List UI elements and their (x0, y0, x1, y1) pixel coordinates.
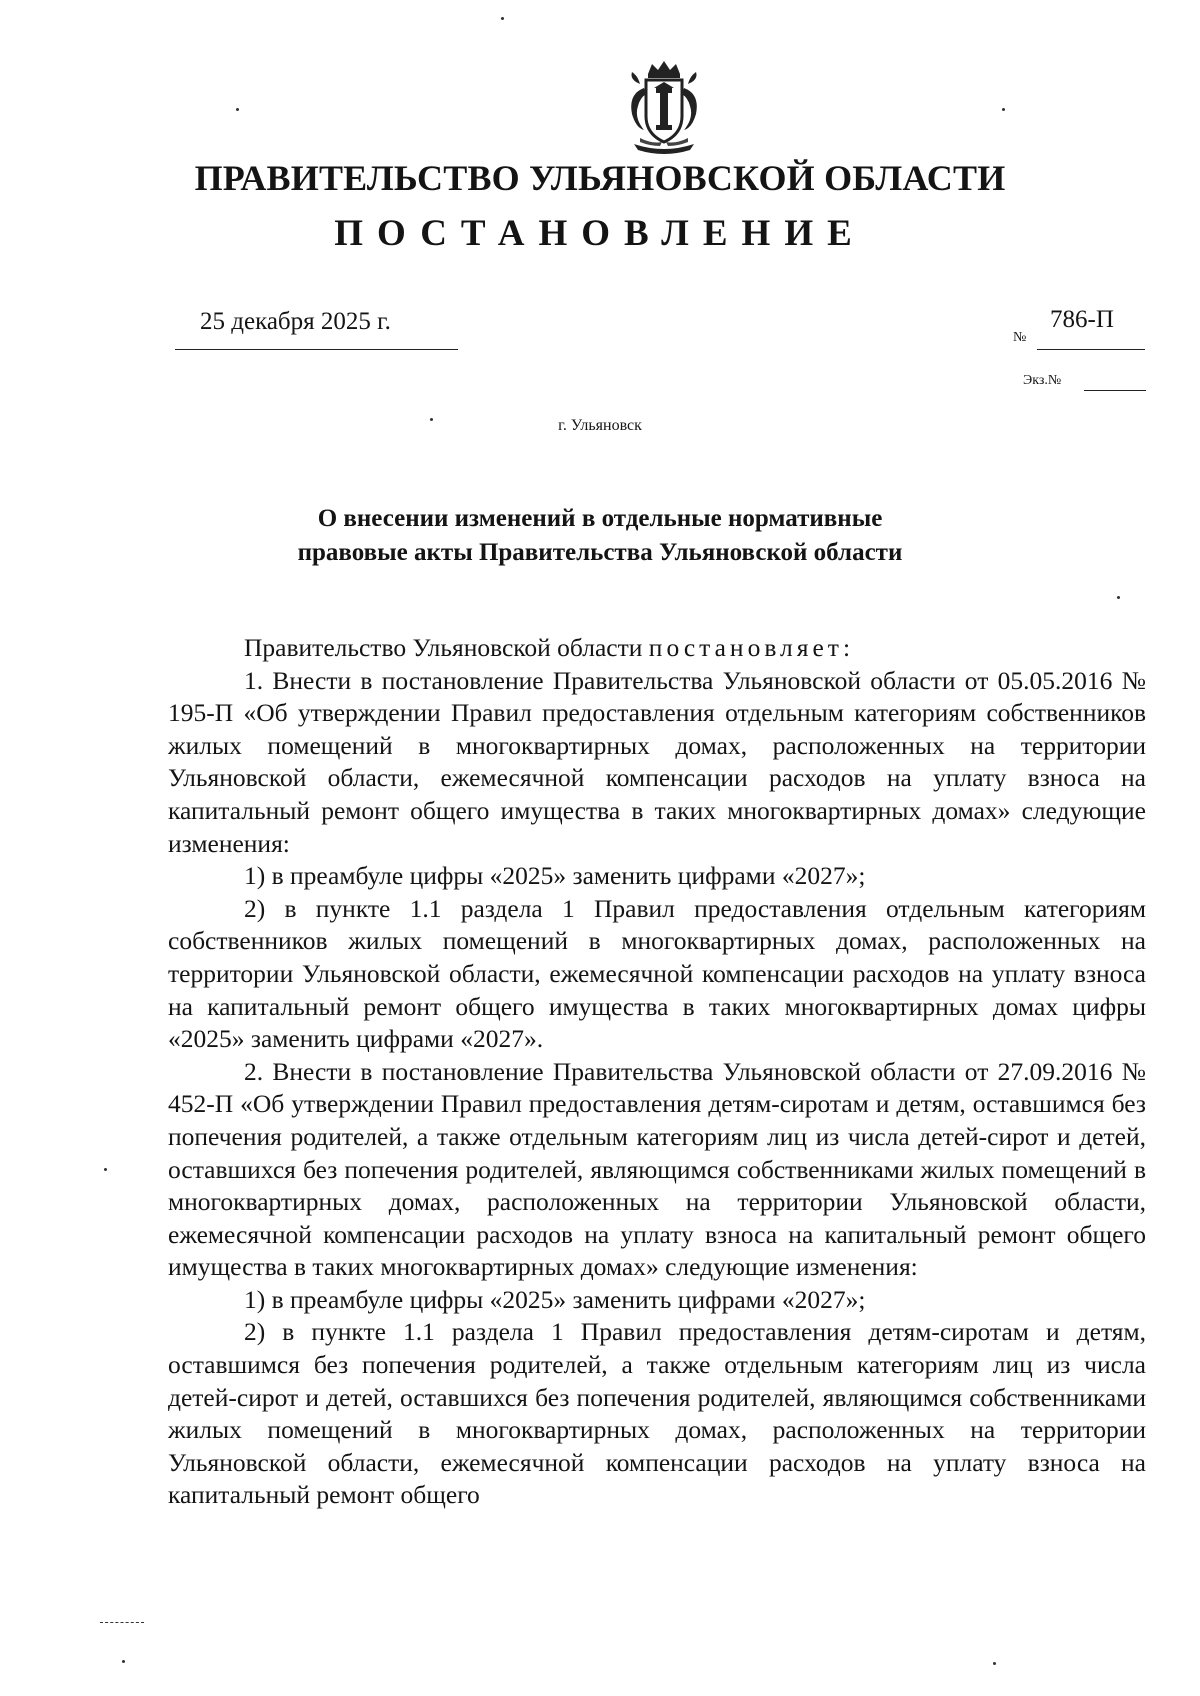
number-underline (1037, 349, 1145, 350)
coat-of-arms-icon (614, 58, 714, 158)
subject-line-1: О внесении изменений в отдельные нормативные (317, 505, 883, 532)
scan-speck (104, 1168, 107, 1171)
copy-number-blank (1084, 390, 1146, 391)
intro-paragraph (168, 632, 1146, 665)
paragraph-2: 2. Внести в постановление Правительства Ульяновской области от 27.09.2016 № 452-П «Об утверждении Правил предоставления детям-сиротам и детям, оставшимся без попечения родителей, а также отдельным категориям лиц из числа детей-сирот и детей, оставшихся без попечения родителей, являющимся собственниками жилых помещений в многоквартирных домах, расположенных на территории Ульяновской области, ежемесячной компенсации расходов на уплату взноса на капитальный ремонт общего имущества в таких многоквартирных домах» следующие изменения: (168, 1056, 1146, 1282)
document-number: 786-П (1050, 306, 1114, 333)
date-underline (175, 349, 458, 350)
paragraph-2-item-1: 1) в преамбуле цифры «2025» заменить цифрами «2027»; (244, 1284, 866, 1314)
scan-speck (430, 418, 433, 421)
number-sign: № (1013, 330, 1027, 345)
paragraph-1-item-1: 1) в преамбуле цифры «2025» заменить цифрами «2027»; (244, 861, 866, 891)
government-name: ПРАВИТЕЛЬСТВО УЛЬЯНОВСКОЙ ОБЛАСТИ (194, 158, 1006, 198)
document-body (168, 632, 1146, 1512)
intro-verb: постановляет (648, 633, 843, 662)
document-subject (0, 502, 1200, 570)
paragraph-1-item-2: 2) в пункте 1.1 раздела 1 Правил предоставления отдельным категориям собственников жилых помещений в многоквартирных домах, расположенных на территории Ульяновской области, ежемесячной компенсации расходов на уплату взноса на капитальный ремонт общего имущества в таких многоквартирных домах цифры «2025» заменить цифрами «2027». (168, 893, 1146, 1054)
document-date: 25 декабря 2025 г. (200, 308, 391, 335)
scan-speck (1002, 108, 1005, 111)
city-name: г. Ульяновск (558, 417, 642, 434)
scan-speck (122, 1660, 125, 1663)
scan-speck (236, 108, 239, 111)
subject-line-2: правовые акты Правительства Ульяновской области (297, 539, 903, 566)
scan-speck (993, 1662, 996, 1665)
document-type-title: ПОСТАНОВЛЕНИЕ (334, 213, 866, 254)
intro-start: Правительство Ульяновской области (244, 633, 649, 662)
scan-speck (501, 17, 504, 20)
scan-dash-mark (100, 1622, 144, 1623)
scan-speck (1117, 596, 1120, 599)
intro-end: : (842, 633, 851, 662)
paragraph-2-item-2: 2) в пункте 1.1 раздела 1 Правил предоставления детям-сиротам и детям, оставшимся без попечения родителей, а также отдельным категориям лиц из числа детей-сирот и детей, оставшихся без попечения родителей, являющимся собственниками жилых помещений в многоквартирных домах, расположенных на территории Ульяновской области, ежемесячной компенсации расходов на уплату взноса на капитальный ремонт общего (168, 1317, 1146, 1510)
copy-number-label: Экз.№ (1023, 373, 1062, 388)
paragraph-1: 1. Внести в постановление Правительства Ульяновской области от 05.05.2016 № 195-П «Об утверждении Правил предоставления отдельным категориям собственников жилых помещений в многоквартирных домах, расположенных на территории Ульяновской области, ежемесячной компенсации расходов на уплату взноса на капитальный ремонт общего имущества в таких многоквартирных домах» следующие изменения: (168, 665, 1146, 858)
